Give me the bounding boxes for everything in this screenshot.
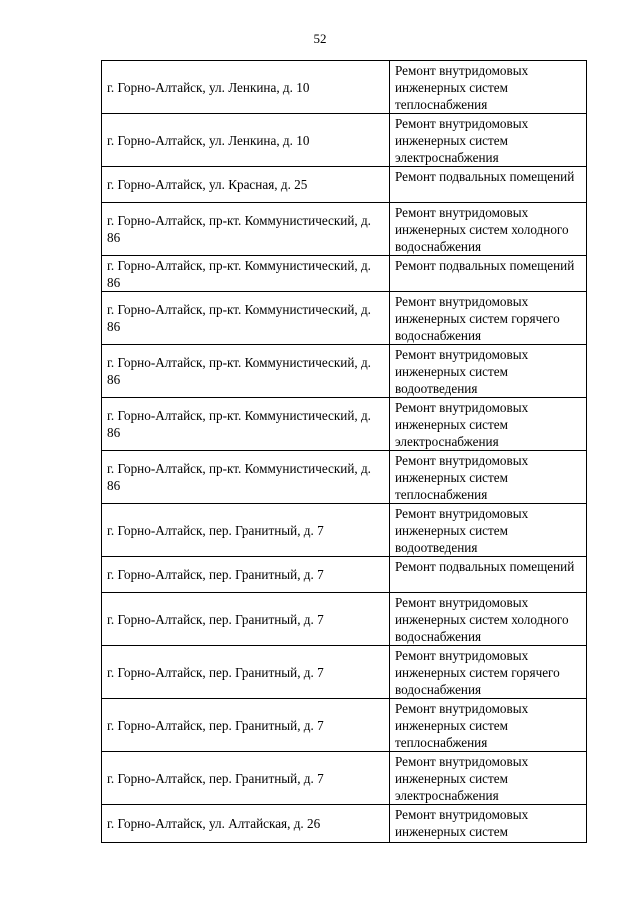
address-cell: г. Горно-Алтайск, пер. Гранитный, д. 7 [102,593,390,646]
work-type-cell: Ремонт внутридомовых инженерных систем холодного водоснабжения [390,203,587,256]
work-type-cell: Ремонт внутридомовых инженерных систем электроснабжения [390,398,587,451]
address-cell: г. Горно-Алтайск, пер. Гранитный, д. 7 [102,752,390,805]
address-cell: г. Горно-Алтайск, пр-кт. Коммунистический, д. 86 [102,345,390,398]
work-type-cell: Ремонт внутридомовых инженерных систем холодного водоснабжения [390,593,587,646]
table-row [102,256,587,292]
work-type-cell: Ремонт внутридомовых инженерных систем водоотведения [390,504,587,557]
page-number: 52 [313,31,327,46]
table-row [102,646,587,699]
address-cell: г. Горно-Алтайск, ул. Алтайская, д. 26 [102,805,390,843]
address-cell: г. Горно-Алтайск, ул. Ленкина, д. 10 [102,114,390,167]
address-cell: г. Горно-Алтайск, пр-кт. Коммунистический, д. 86 [102,398,390,451]
work-type-cell: Ремонт внутридомовых инженерных систем горячего водоснабжения [390,292,587,345]
address-cell: г. Горно-Алтайск, пер. Гранитный, д. 7 [102,557,390,593]
address-cell: г. Горно-Алтайск, пер. Гранитный, д. 7 [102,646,390,699]
work-type-cell: Ремонт подвальных помещений [390,167,587,203]
table-row [102,752,587,805]
table-row [102,593,587,646]
table-row [102,451,587,504]
address-cell: г. Горно-Алтайск, ул. Ленкина, д. 10 [102,61,390,114]
work-type-cell: Ремонт внутридомовых инженерных систем водоотведения [390,345,587,398]
work-type-cell: Ремонт подвальных помещений [390,557,587,593]
table-row [102,203,587,256]
table-row [102,805,587,843]
table-row [102,345,587,398]
work-type-cell: Ремонт внутридомовых инженерных систем теплоснабжения [390,451,587,504]
address-cell: г. Горно-Алтайск, пр-кт. Коммунистический, д. 86 [102,451,390,504]
work-type-cell: Ремонт внутридомовых инженерных систем теплоснабжения [390,61,587,114]
address-cell: г. Горно-Алтайск, пер. Гранитный, д. 7 [102,699,390,752]
table-row [102,167,587,203]
work-type-cell: Ремонт внутридомовых инженерных систем горячего водоснабжения [390,646,587,699]
work-type-cell: Ремонт подвальных помещений [390,256,587,292]
work-type-cell: Ремонт внутридомовых инженерных систем электроснабжения [390,752,587,805]
table-row [102,398,587,451]
table-row [102,699,587,752]
address-cell: г. Горно-Алтайск, пер. Гранитный, д. 7 [102,504,390,557]
table-row [102,114,587,167]
table-row [102,61,587,114]
table-row [102,292,587,345]
table-row [102,557,587,593]
work-type-cell: Ремонт внутридомовых инженерных систем электроснабжения [390,114,587,167]
table-row [102,504,587,557]
address-cell: г. Горно-Алтайск, пр-кт. Коммунистический, д. 86 [102,292,390,345]
work-type-cell: Ремонт внутридомовых инженерных систем теплоснабжения [390,699,587,752]
work-type-cell: Ремонт внутридомовых инженерных систем [390,805,587,843]
address-cell: г. Горно-Алтайск, пр-кт. Коммунистический, д. 86 [102,203,390,256]
address-cell: г. Горно-Алтайск, пр-кт. Коммунистический, д. 86 [102,256,390,292]
works-table [101,60,587,843]
address-cell: г. Горно-Алтайск, ул. Красная, д. 25 [102,167,390,203]
